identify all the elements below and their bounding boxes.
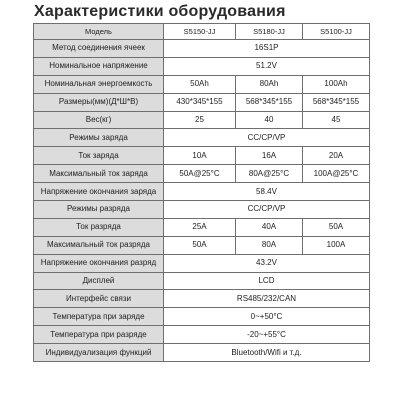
row-label: Напряжение окончания заряда — [34, 183, 164, 201]
table-row — [34, 129, 370, 147]
row-value: 80Ah — [236, 75, 303, 93]
table-row — [34, 272, 370, 290]
row-value: 100A@25°C — [303, 165, 370, 183]
row-label: Максимальный ток заряда — [34, 165, 164, 183]
row-value: 50A — [303, 218, 370, 236]
row-label: Температура при разряде — [34, 326, 164, 344]
row-label: Дисплей — [34, 272, 164, 290]
table-row — [34, 111, 370, 129]
row-label: Максимальный ток разряда — [34, 236, 164, 254]
row-value: 43.2V — [164, 254, 370, 272]
table-row — [34, 40, 370, 58]
table-row — [34, 165, 370, 183]
row-value: CC/CP/VP — [164, 201, 370, 219]
table-row — [34, 93, 370, 111]
table-header-row — [34, 24, 370, 40]
row-label: Вес(кг) — [34, 111, 164, 129]
row-value: 25 — [164, 111, 236, 129]
table-row — [34, 201, 370, 219]
row-value: 40A — [236, 218, 303, 236]
table-row — [34, 344, 370, 362]
row-label: Номинальное напряжение — [34, 57, 164, 75]
row-value: 20A — [303, 147, 370, 165]
row-label: Ток заряда — [34, 147, 164, 165]
row-value: 50A — [164, 236, 236, 254]
row-value: CC/CP/VP — [164, 129, 370, 147]
row-value: 16S1P — [164, 40, 370, 58]
table-row — [34, 326, 370, 344]
row-value: 568*345*155 — [236, 93, 303, 111]
row-value: 45 — [303, 111, 370, 129]
row-value: LCD — [164, 272, 370, 290]
table-row — [34, 254, 370, 272]
spec-table — [33, 23, 370, 362]
table-row — [34, 290, 370, 308]
row-label: Номинальная энергоемкость — [34, 75, 164, 93]
row-value: 50Ah — [164, 75, 236, 93]
table-row — [34, 236, 370, 254]
row-label: Режимы заряда — [34, 129, 164, 147]
row-value: Bluetooth/Wifi и т.д. — [164, 344, 370, 362]
row-label: Индивидуализация функций — [34, 344, 164, 362]
row-value: 80A — [236, 236, 303, 254]
row-label: Ток разряда — [34, 218, 164, 236]
row-value: RS485/232/CAN — [164, 290, 370, 308]
model-header-1: S5150-JJ — [164, 24, 236, 40]
row-label: Напряжение окончания разряд — [34, 254, 164, 272]
row-label: Режимы разряда — [34, 201, 164, 219]
model-header-3: S5100-JJ — [303, 24, 370, 40]
row-label: Размеры(мм)(Д*Ш*В) — [34, 93, 164, 111]
row-value: 16A — [236, 147, 303, 165]
row-value: 58.4V — [164, 183, 370, 201]
row-value: 80A@25°C — [236, 165, 303, 183]
table-row — [34, 75, 370, 93]
row-value: 0~+50°C — [164, 308, 370, 326]
row-value: 40 — [236, 111, 303, 129]
table-row — [34, 308, 370, 326]
table-row — [34, 57, 370, 75]
table-row — [34, 147, 370, 165]
row-value: -20~+55°C — [164, 326, 370, 344]
row-value: 100A — [303, 236, 370, 254]
row-value: 50A@25°C — [164, 165, 236, 183]
row-value: 430*345*155 — [164, 93, 236, 111]
table-row — [34, 183, 370, 201]
row-value: 25A — [164, 218, 236, 236]
row-value: 51.2V — [164, 57, 370, 75]
row-value: 100Ah — [303, 75, 370, 93]
row-label: Метод соединения ячеек — [34, 40, 164, 58]
row-label: Интерфейс связи — [34, 290, 164, 308]
row-value: 568*345*155 — [303, 93, 370, 111]
page-title: Характеристики оборудования — [34, 3, 286, 20]
row-label: Температура при заряде — [34, 308, 164, 326]
model-header-2: S5180-JJ — [236, 24, 303, 40]
table-row — [34, 218, 370, 236]
row-value: 10A — [164, 147, 236, 165]
model-header-label: Модель — [34, 24, 164, 40]
